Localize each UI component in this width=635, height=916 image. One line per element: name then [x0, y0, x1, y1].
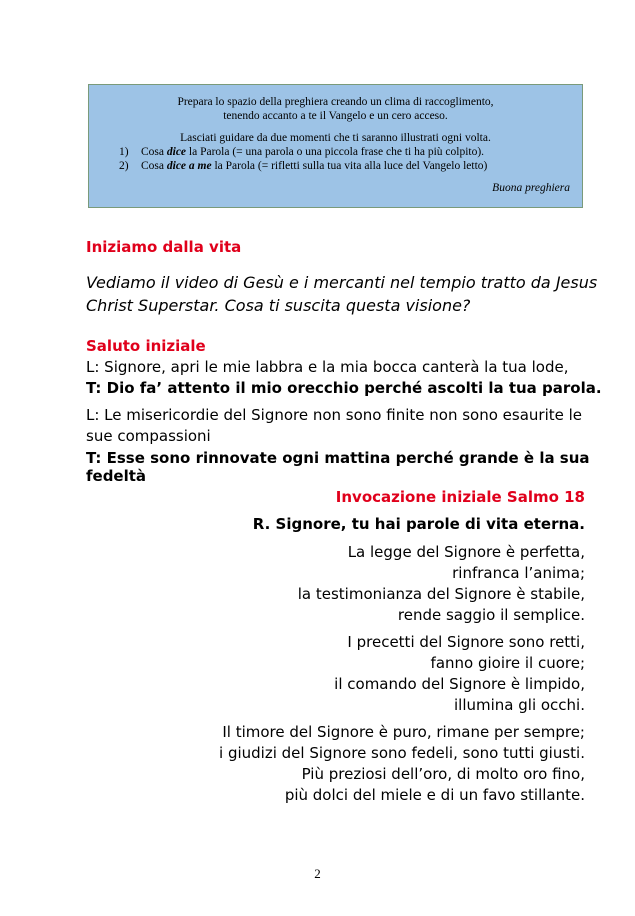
intro-box [88, 84, 583, 208]
psalm-verse: I precetti del Signore sono retti, [347, 633, 585, 651]
all-line: T: Dio fa’ attento il mio orecchio perché ascolti la tua parola. [86, 379, 602, 397]
psalm-verse: rende saggio il semplice. [397, 606, 585, 624]
intro-line: Lasciati guidare da due momenti che ti saranno illustrati ogni volta. [180, 132, 491, 144]
all-line: T: Esse sono rinnovate ogni mattina perché grande è la sua fedeltà [86, 449, 590, 485]
psalm-verse: fanno gioire il cuore; [430, 654, 585, 672]
psalm-verse: i giudizi del Signore sono fedeli, sono tutti giusti. [219, 744, 585, 762]
intro-list-item: 2) Cosa dice a me la Parola (= rifletti sulla tua vita alla luce del Vangelo letto) [119, 160, 488, 172]
psalm-verse: la testimonianza del Signore è stabile, [297, 585, 585, 603]
intro-line: tenendo accanto a te il Vangelo e un cero acceso. [223, 110, 448, 122]
psalm-verse: La legge del Signore è perfetta, [347, 543, 585, 561]
psalm-verse: più dolci del miele e di un favo stillante. [284, 786, 585, 804]
intro-list-item: 1) Cosa dice la Parola (= una parola o una piccola frase che ti ha più colpito). [119, 146, 485, 158]
psalm-verse: Più preziosi dell’oro, di molto oro fino, [301, 765, 585, 783]
section-heading-vita: Iniziamo dalla vita [86, 238, 242, 256]
leader-line: sue compassioni [86, 427, 211, 445]
intro-closing: Buona preghiera [492, 182, 570, 194]
psalm-verse: rinfranca l’anima; [452, 564, 585, 582]
vita-text-line: Vediamo il video di Gesù e i mercanti nel tempio tratto da Jesus [86, 273, 598, 292]
leader-line: L: Signore, apri le mie labbra e la mia bocca canterà la tua lode, [86, 358, 569, 376]
leader-line: L: Le misericordie del Signore non sono finite non sono esaurite le [86, 406, 583, 424]
psalm-response: R. Signore, tu hai parole di vita eterna. [252, 515, 585, 533]
psalm-verse: illumina gli occhi. [454, 696, 585, 714]
psalm-verse: Il timore del Signore è puro, rimane per sempre; [222, 723, 585, 741]
psalm-verse: il comando del Signore è limpido, [334, 675, 585, 693]
intro-line: Prepara lo spazio della preghiera creando un clima di raccoglimento, [177, 96, 494, 108]
vita-text-line: Christ Superstar. Cosa ti suscita questa visione? [86, 296, 471, 315]
section-heading-saluto: Saluto iniziale [86, 337, 206, 355]
section-heading-salmo: Invocazione iniziale Salmo 18 [335, 488, 585, 506]
page-number: 2 [314, 866, 321, 881]
